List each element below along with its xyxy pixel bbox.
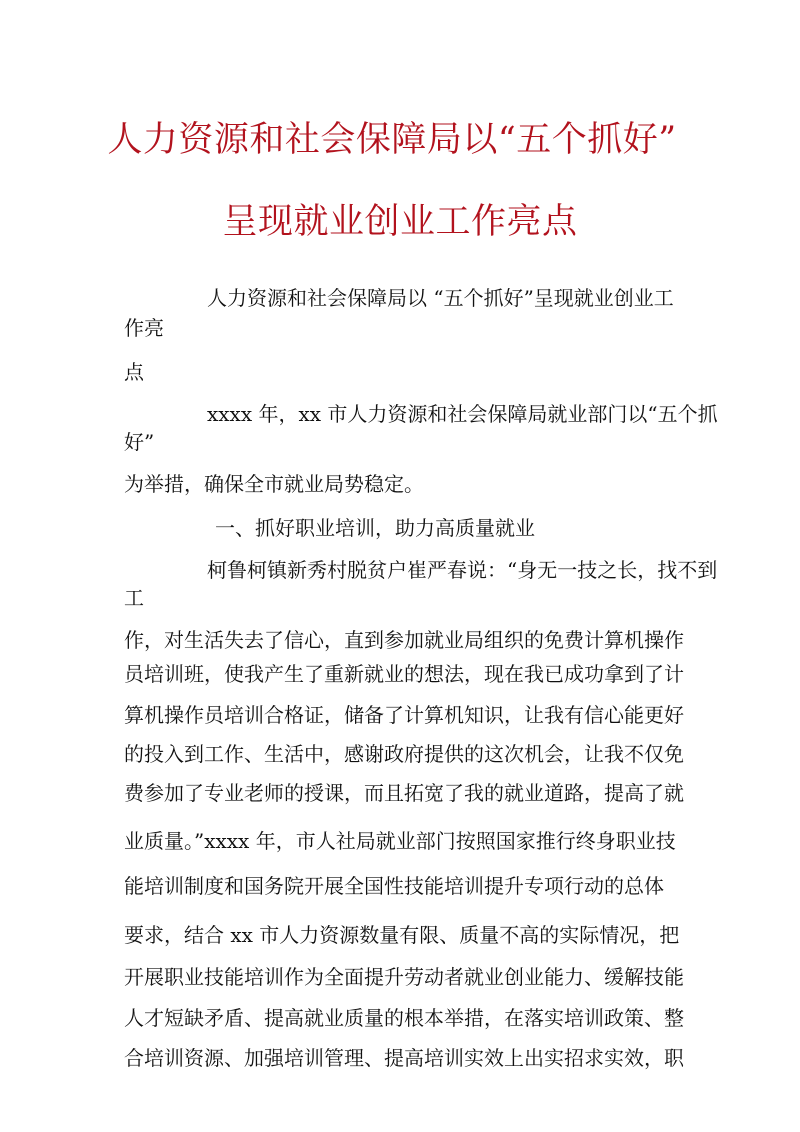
body-paragraph-line: 为举措，确保全市就业局势稳定。 [124,472,424,496]
document-title-line-1: 人力资源和社会保障局以“五个抓好” [107,120,677,160]
body-paragraph-line: 能培训制度和国务院开展全国性技能培训提升专项行动的总体 [124,874,664,898]
body-paragraph-line: 算机操作员培训合格证，储备了计算机知识，让我有信心能更好 [124,703,684,727]
body-paragraph-line: 柯鲁柯镇新秀村脱贫户崔严春说：“身无一技之长，找不到 [207,558,718,582]
body-paragraph-line: 要求，结合 xx 市人力资源数量有限、质量不高的实际情况，把 [124,923,680,947]
body-paragraph-line: 员培训班，使我产生了重新就业的想法，现在我已成功拿到了计 [124,662,684,686]
body-paragraph-line: 工 [124,586,144,610]
body-paragraph-line: 人才短缺矛盾、提高就业质量的根本举措，在落实培训政策、整 [124,1006,684,1030]
body-paragraph-line: 开展职业技能培训作为全面提升劳动者就业创业能力、缓解技能 [124,965,684,989]
intro-paragraph-line: 点 [124,360,144,384]
body-paragraph-line: 的投入到工作、生活中，感谢政府提供的这次机会，让我不仅免 [124,742,684,766]
intro-paragraph-line: 人力资源和社会保障局以 “五个抓好”呈现就业创业工 [207,286,674,310]
body-paragraph-line: 费参加了专业老师的授课，而且拓宽了我的就业道路，提高了就 [124,781,684,805]
section-heading: 一、抓好职业培训，助力高质量就业 [215,516,535,540]
body-paragraph-line: 业质量。”xxxx 年，市人社局就业部门按照国家推行终身职业技 [124,829,676,853]
body-paragraph-line: 好” [124,430,155,454]
body-paragraph-line: 作，对生活失去了信心，直到参加就业局组织的免费计算机操作 [124,628,684,652]
body-paragraph-line: xxxx 年，xx 市人力资源和社会保障局就业部门以“五个抓 [207,402,718,426]
intro-paragraph-line: 作亮 [124,316,164,340]
body-paragraph-line: 合培训资源、加强培训管理、提高培训实效上出实招求实效，职 [124,1046,684,1070]
document-title-line-2: 呈现就业创业工作亮点 [222,202,578,242]
